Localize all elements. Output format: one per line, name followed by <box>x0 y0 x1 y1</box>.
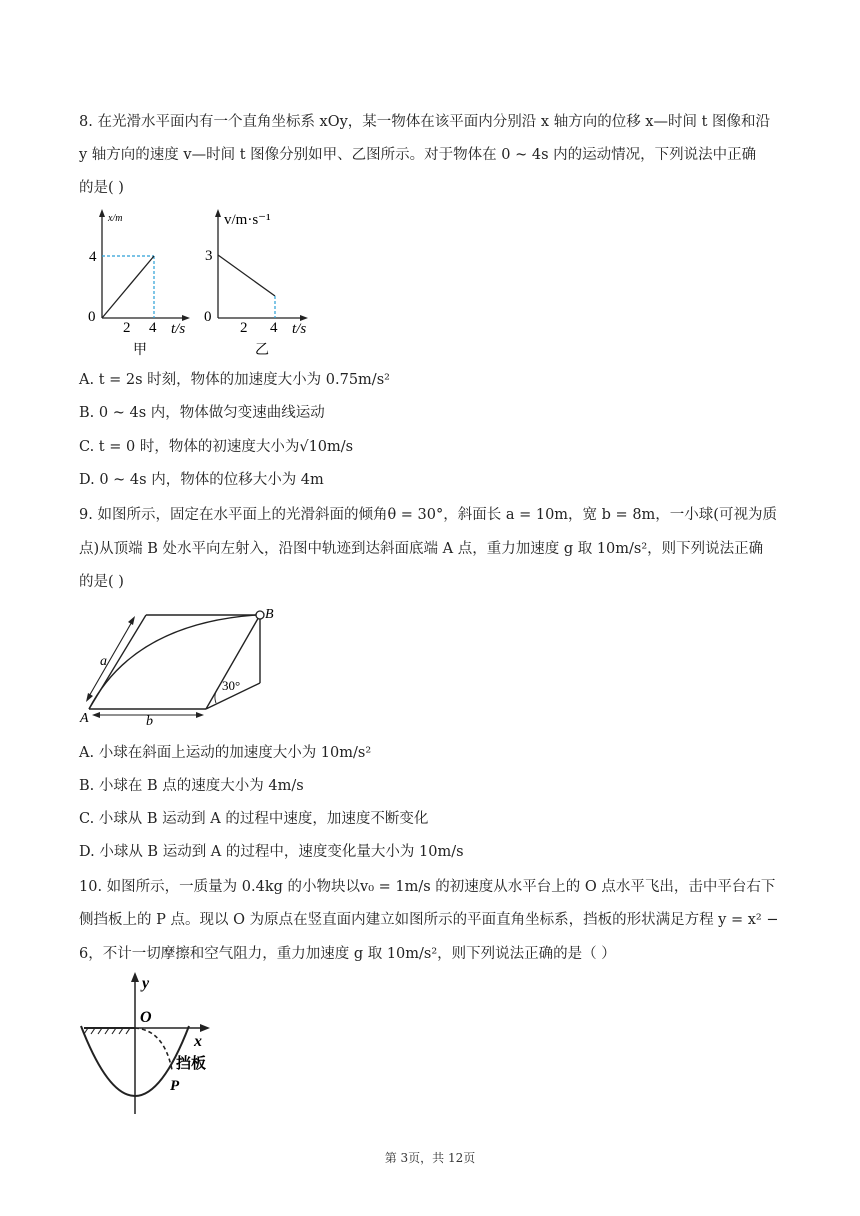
jia-tick-2: 2 <box>123 320 131 336</box>
q9-option-d: D. 小球从 B 运动到 A 的过程中，速度变化量大小为 10m/s <box>79 844 464 860</box>
yi-ylabel: v/m·s⁻¹ <box>224 212 271 228</box>
label-A: A <box>80 711 89 726</box>
x-t-line <box>102 256 154 318</box>
q8-option-b: B. 0 ~ 4s 内，物体做匀变速曲线运动 <box>79 405 325 421</box>
v-t-line <box>218 255 275 296</box>
jia-ylabel: x/m <box>108 213 123 224</box>
yi-origin: 0 <box>204 309 212 325</box>
q9-incline-figure <box>78 604 280 728</box>
jia-caption: 甲 <box>133 343 147 358</box>
jia-xlabel: t/s <box>171 321 186 337</box>
q10-parabola-figure <box>78 968 228 1118</box>
q8-option-d: D. 0 ~ 4s 内，物体的位移大小为 4m <box>79 472 324 488</box>
jia-origin: 0 <box>88 309 96 325</box>
q8-figure-yi <box>200 208 318 358</box>
q9-option-c: C. 小球从 B 运动到 A 的过程中速度，加速度不断变化 <box>79 811 429 827</box>
page-footer: 第 3页，共 12页 <box>384 1151 476 1165</box>
ball <box>256 611 264 619</box>
q8-stem-line1: 8. 在光滑水平面内有一个直角坐标系 xOy，某一物体在该平面内分别沿 x 轴方向的位移 x—时间 t 图像和沿 <box>79 114 771 130</box>
right-edge <box>206 615 260 709</box>
q9-stem-line3: 的是( ) <box>79 574 124 590</box>
yi-xlabel: t/s <box>292 321 307 337</box>
label-angle: 30° <box>222 678 241 693</box>
label-x: x <box>194 1033 202 1050</box>
q8-stem-line3: 的是( ) <box>79 180 124 196</box>
block-trajectory <box>135 1028 172 1070</box>
yi-tick-2: 2 <box>240 320 248 336</box>
q10-stem-line1: 10. 如图所示，一质量为 0.4kg 的小物块以v₀ = 1m/s 的初速度从水平台上的 O 点水平飞出，击中平台右下 <box>79 879 776 895</box>
label-P: P <box>170 1078 180 1094</box>
label-y: y <box>142 975 150 992</box>
yi-caption: 乙 <box>255 343 269 358</box>
q10-stem-line2: 侧挡板上的 P 点。现以 O 为原点在竖直面内建立如图所示的平面直角坐标系，挡板的形状满足方程 y = x² − <box>79 912 779 928</box>
yi-tick-t4: 4 <box>270 320 278 336</box>
label-O: O <box>140 1009 152 1026</box>
label-a: a <box>100 654 107 669</box>
length-a-arrow <box>88 620 133 698</box>
q8-figure-jia <box>82 208 194 358</box>
q9-option-b: B. 小球在 B 点的速度大小为 4m/s <box>79 778 304 794</box>
q9-option-a: A. 小球在斜面上运动的加速度大小为 10m/s² <box>79 745 372 761</box>
label-B: B <box>265 607 274 622</box>
ball-trajectory <box>89 615 256 709</box>
q9-stem-line2: 点)从顶端 B 处水平向左射入，沿图中轨迹到达斜面底端 A 点，重力加速度 g 取 10m/s²，则下列说法正确 <box>79 541 764 557</box>
q8-option-c: C. t = 0 时，物体的初速度大小为√10m/s <box>79 439 354 455</box>
label-board: 挡板 <box>176 1056 207 1072</box>
jia-tick-t4: 4 <box>149 320 157 336</box>
q9-stem-line1: 9. 如图所示，固定在水平面上的光滑斜面的倾角θ = 30°，斜面长 a = 10m，宽 b = 8m，一小球(可视为质 <box>79 507 777 523</box>
q10-stem-line3: 6，不计一切摩擦和空气阻力，重力加速度 g 取 10m/s²，则下列说法正确的是（ ） <box>79 946 616 962</box>
label-b: b <box>146 714 153 728</box>
yi-tick-3: 3 <box>205 248 213 264</box>
jia-tick-4: 4 <box>89 249 97 265</box>
q8-stem-line2: y 轴方向的速度 v—时间 t 图像分别如甲、乙图所示。对于物体在 0 ~ 4s 内的运动情况，下列说法中正确 <box>79 147 757 163</box>
q8-option-a: A. t = 2s 时刻，物体的加速度大小为 0.75m/s² <box>79 372 390 388</box>
